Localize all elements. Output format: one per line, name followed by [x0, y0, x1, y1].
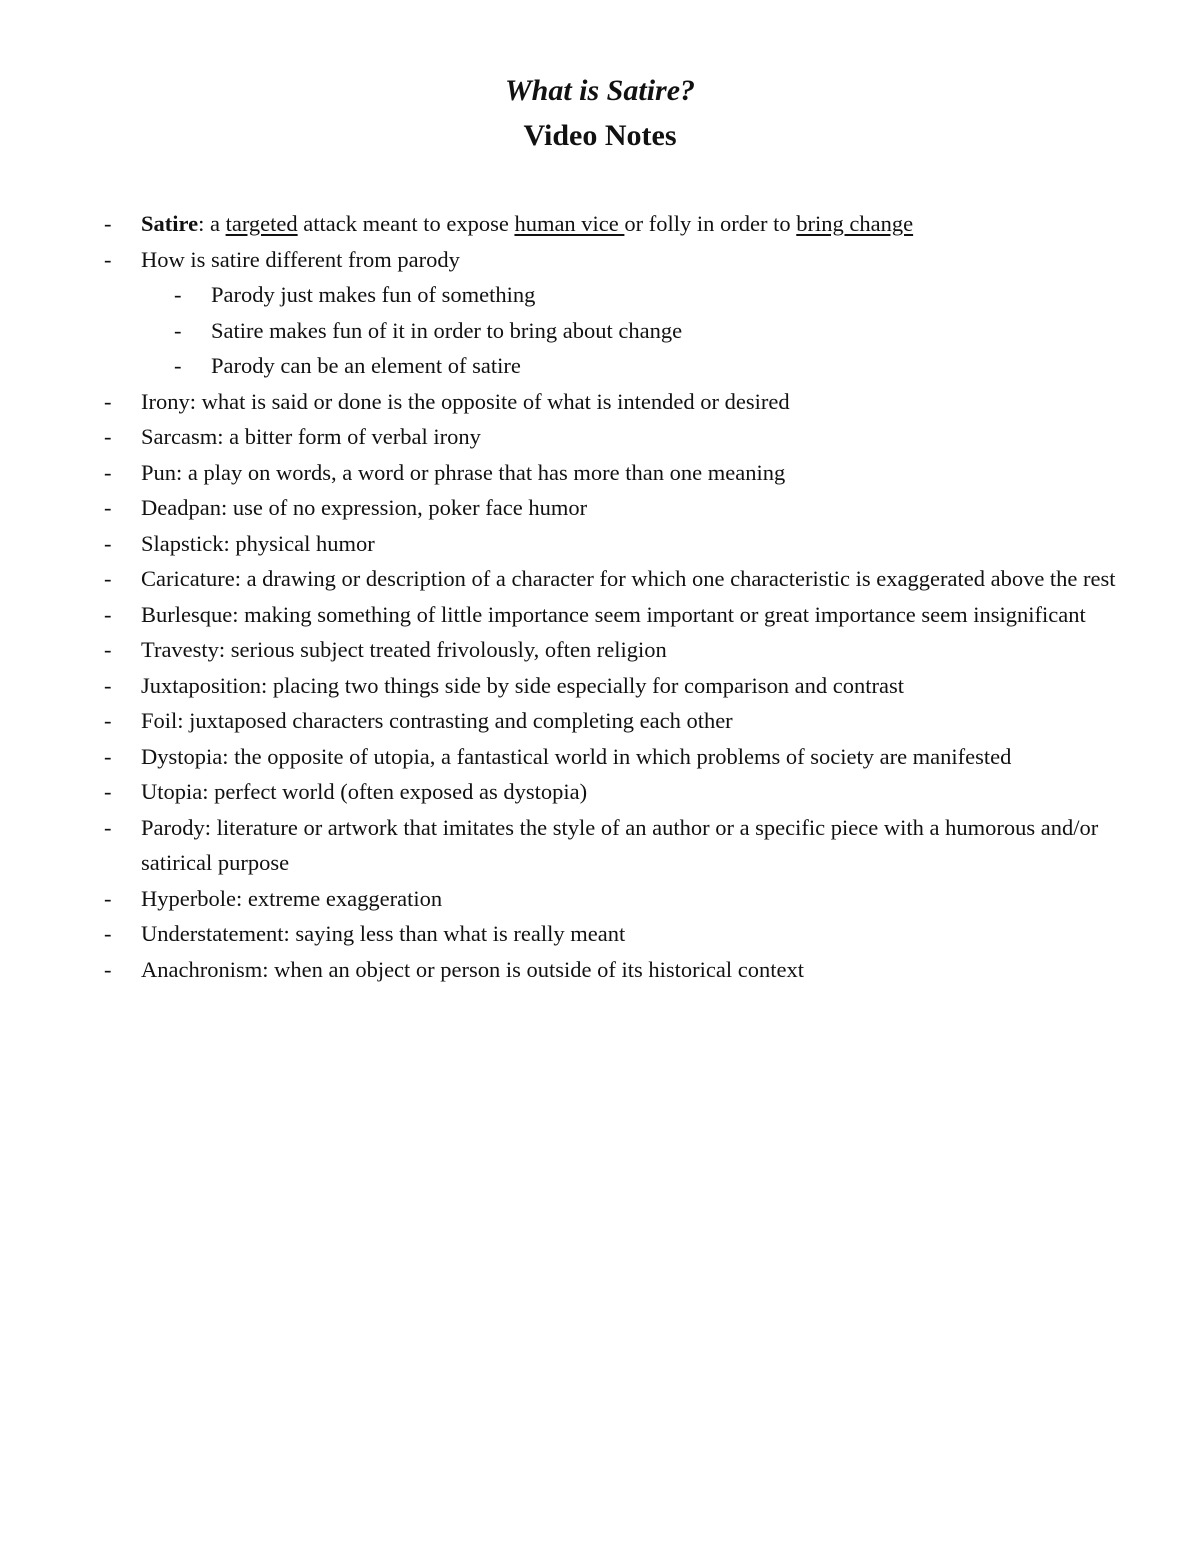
definition-text: or folly in order to — [624, 211, 797, 236]
item-text: Utopia: perfect world (often exposed as dystopia) — [141, 779, 588, 804]
list-item-sarcasm — [0, 419, 1200, 455]
underlined-human-vice: human vice — [514, 211, 625, 236]
bullet-dash: - — [104, 814, 112, 840]
item-text: Foil: juxtaposed characters contrasting and completing each other — [141, 708, 733, 733]
item-text: Dystopia: the opposite of utopia, a fantastical world in which problems of society are manifested — [141, 743, 1012, 769]
bullet-dash: - — [104, 743, 112, 769]
underlined-bring-change: bring change — [796, 211, 914, 236]
list-item-foil — [0, 703, 1200, 739]
bullet-dash: - — [104, 495, 112, 520]
list-item-understatement — [0, 916, 1200, 952]
bullet-dash: - — [104, 459, 112, 485]
item-text: Parody just makes fun of something — [211, 282, 536, 307]
item-text: Sarcasm: a bitter form of verbal irony — [141, 424, 481, 449]
item-text: Parody can be an element of satire — [211, 353, 521, 378]
bullet-dash: - — [104, 672, 112, 698]
bullet-dash: - — [104, 388, 112, 414]
list-item-dystopia — [0, 739, 1200, 775]
list-item-utopia — [0, 774, 1200, 810]
definition-text: : a — [198, 211, 226, 236]
list-item-travesty — [0, 632, 1200, 668]
sub-list-item — [0, 348, 1200, 384]
document-subtitle: Video Notes — [523, 119, 677, 152]
item-text: Pun: a play on words, a word or phrase that has more than one meaning — [141, 459, 786, 485]
bullet-dash: - — [104, 708, 112, 733]
bullet-dash: - — [104, 566, 112, 591]
list-item-satire — [0, 206, 1200, 242]
bullet-dash: - — [104, 424, 112, 449]
bullet-dash: - — [174, 282, 182, 307]
item-text: Juxtaposition: placing two things side by side especially for comparison and contrast — [141, 672, 904, 698]
item-text: Understatement: saying less than what is really meant — [141, 921, 626, 946]
list-item-parody-question — [0, 242, 1200, 278]
bullet-dash: - — [104, 211, 112, 236]
sub-list-item — [0, 277, 1200, 313]
item-text: Parody: literature or artwork that imitates the style of an author or a specific piece with a humorous and/or satirical purpose — [141, 814, 1099, 875]
item-text: Deadpan: use of no expression, poker face humor — [141, 495, 588, 520]
list-item-anachronism — [0, 952, 1200, 988]
list-item-deadpan — [0, 490, 1200, 526]
list-item-irony — [0, 384, 1200, 420]
bullet-dash: - — [174, 317, 182, 343]
item-text: Anachronism: when an object or person is outside of its historical context — [141, 956, 804, 982]
item-text: Burlesque: making something of little importance seem important or great importance seem insignificant — [141, 601, 1086, 627]
list-item-burlesque — [0, 597, 1200, 633]
term-satire: Satire — [141, 211, 199, 236]
underlined-targeted: targeted — [225, 211, 298, 236]
list-item-pun — [0, 455, 1200, 491]
bullet-dash: - — [104, 530, 112, 556]
list-item-caricature — [0, 561, 1200, 597]
bullet-dash: - — [104, 956, 112, 982]
definition-text: attack meant to expose — [297, 211, 515, 236]
list-item-slapstick — [0, 526, 1200, 562]
bullet-dash: - — [174, 353, 182, 378]
item-text: Hyperbole: extreme exaggeration — [141, 885, 443, 911]
item-text: Satire makes fun of it in order to bring about change — [211, 317, 683, 343]
list-item-hyperbole — [0, 881, 1200, 917]
bullet-dash: - — [104, 779, 112, 804]
bullet-dash: - — [104, 637, 112, 662]
list-item-juxtaposition — [0, 668, 1200, 704]
bullet-dash: - — [104, 246, 112, 272]
item-text: Caricature: a drawing or description of a character for which one characteristic is exaggerated above the rest — [141, 566, 1116, 591]
sub-list-item — [0, 313, 1200, 349]
item-text: Travesty: serious subject treated frivolously, often religion — [141, 637, 667, 662]
item-text: Slapstick: physical humor — [141, 530, 375, 556]
notes-list — [0, 206, 1200, 987]
item-text: Irony: what is said or done is the opposite of what is intended or desired — [141, 388, 790, 414]
document-title: What is Satire? — [504, 74, 696, 107]
bullet-dash: - — [104, 921, 112, 946]
bullet-dash: - — [104, 885, 112, 911]
bullet-dash: - — [104, 601, 112, 627]
item-text: How is satire different from parody — [141, 246, 460, 272]
list-item-parody — [0, 810, 1200, 881]
